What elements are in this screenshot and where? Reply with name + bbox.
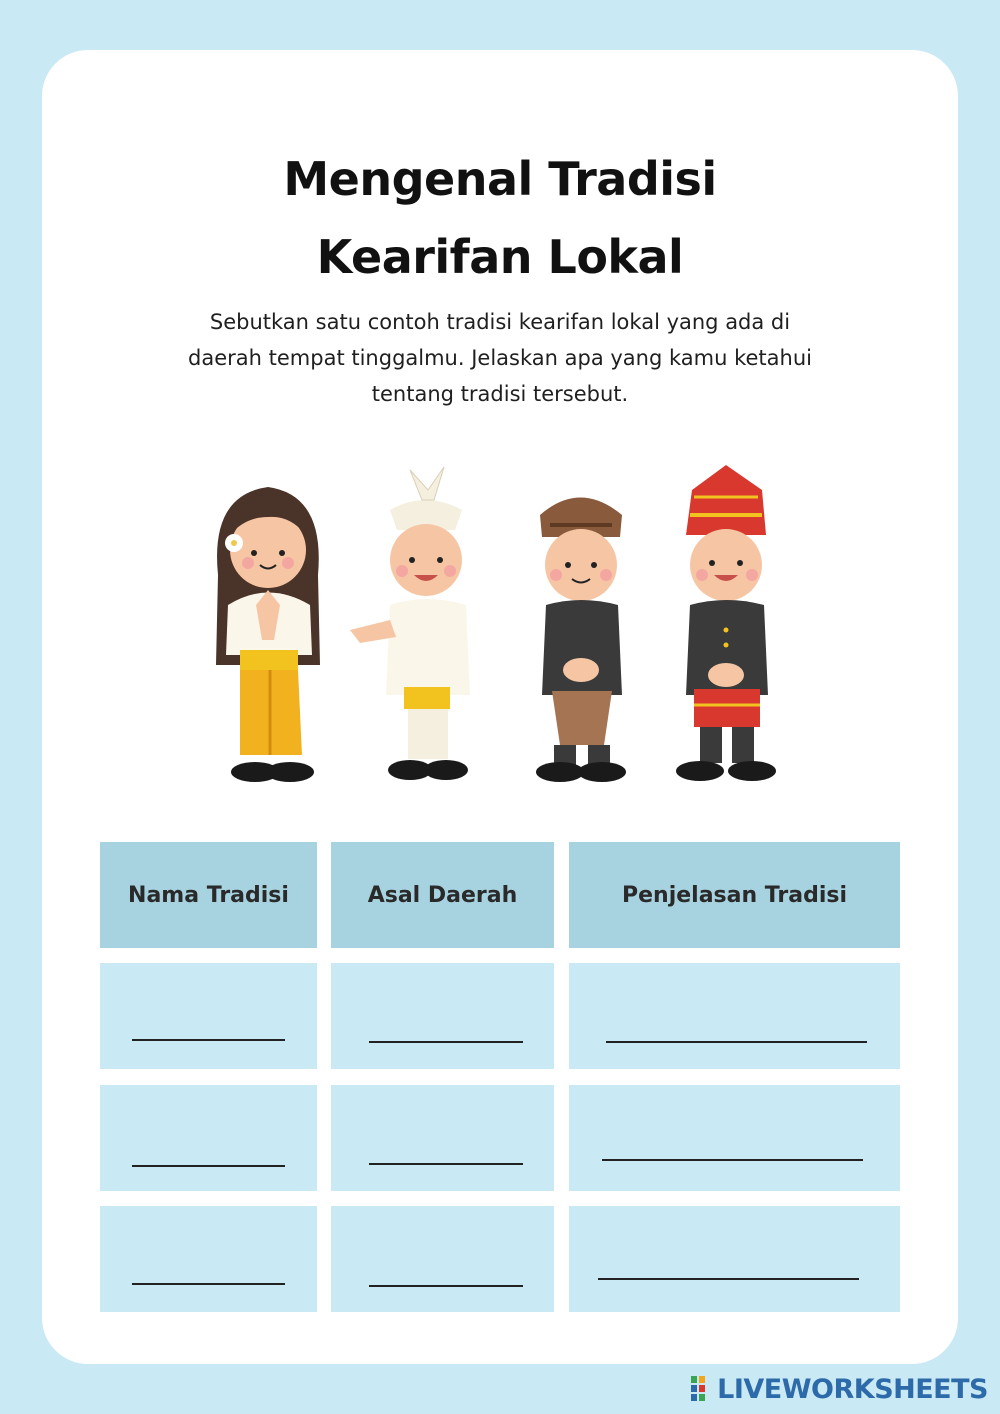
answer-line: [369, 1285, 523, 1287]
answer-line: [132, 1165, 285, 1167]
answer-line: [598, 1278, 859, 1280]
worksheet-title: [0, 140, 1000, 296]
title-line-1: Mengenal Tradisi: [283, 152, 717, 206]
answer-cell-penjelasan-3[interactable]: [569, 1206, 900, 1312]
answer-cell-nama-tradisi-2[interactable]: [100, 1085, 317, 1191]
instructions-line-2: daerah tempat tinggalmu. Jelaskan apa yang kamu ketahui: [188, 346, 812, 370]
header-nama-tradisi: Nama Tradisi: [100, 842, 317, 948]
answer-cell-nama-tradisi-1[interactable]: [100, 963, 317, 1069]
answer-line: [369, 1163, 523, 1165]
answer-line: [606, 1041, 867, 1043]
instructions-line-1: Sebutkan satu contoh tradisi kearifan lokal yang ada di: [209, 310, 791, 334]
answer-line: [602, 1159, 863, 1161]
header-asal-daerah: Asal Daerah: [331, 842, 554, 948]
answer-line: [132, 1039, 285, 1041]
instructions-line-3: tentang tradisi tersebut.: [371, 382, 629, 406]
liveworksheets-logo-icon: [691, 1376, 713, 1402]
boy-balinese-headband-icon: [350, 467, 470, 780]
title-line-2: Kearifan Lokal: [316, 230, 684, 284]
traditional-children-illustration: [200, 455, 800, 790]
answer-line: [132, 1283, 285, 1285]
answer-cell-nama-tradisi-3[interactable]: [100, 1206, 317, 1312]
instructions: [140, 304, 860, 412]
answer-cell-asal-daerah-2[interactable]: [331, 1085, 554, 1191]
header-penjelasan-tradisi: Penjelasan Tradisi: [569, 842, 900, 948]
brand-name: LIVEWORKSHEETS: [717, 1373, 988, 1405]
answer-cell-penjelasan-2[interactable]: [569, 1085, 900, 1191]
answer-cell-asal-daerah-3[interactable]: [331, 1206, 554, 1312]
answer-cell-asal-daerah-1[interactable]: [331, 963, 554, 1069]
liveworksheets-brand: [691, 1372, 988, 1406]
answer-line: [369, 1041, 523, 1043]
boy-songket-hat-icon: [676, 465, 776, 781]
boy-javanese-blangkon-icon: [536, 498, 626, 783]
answer-cell-penjelasan-1[interactable]: [569, 963, 900, 1069]
girl-balinese-costume-icon: [216, 487, 320, 782]
